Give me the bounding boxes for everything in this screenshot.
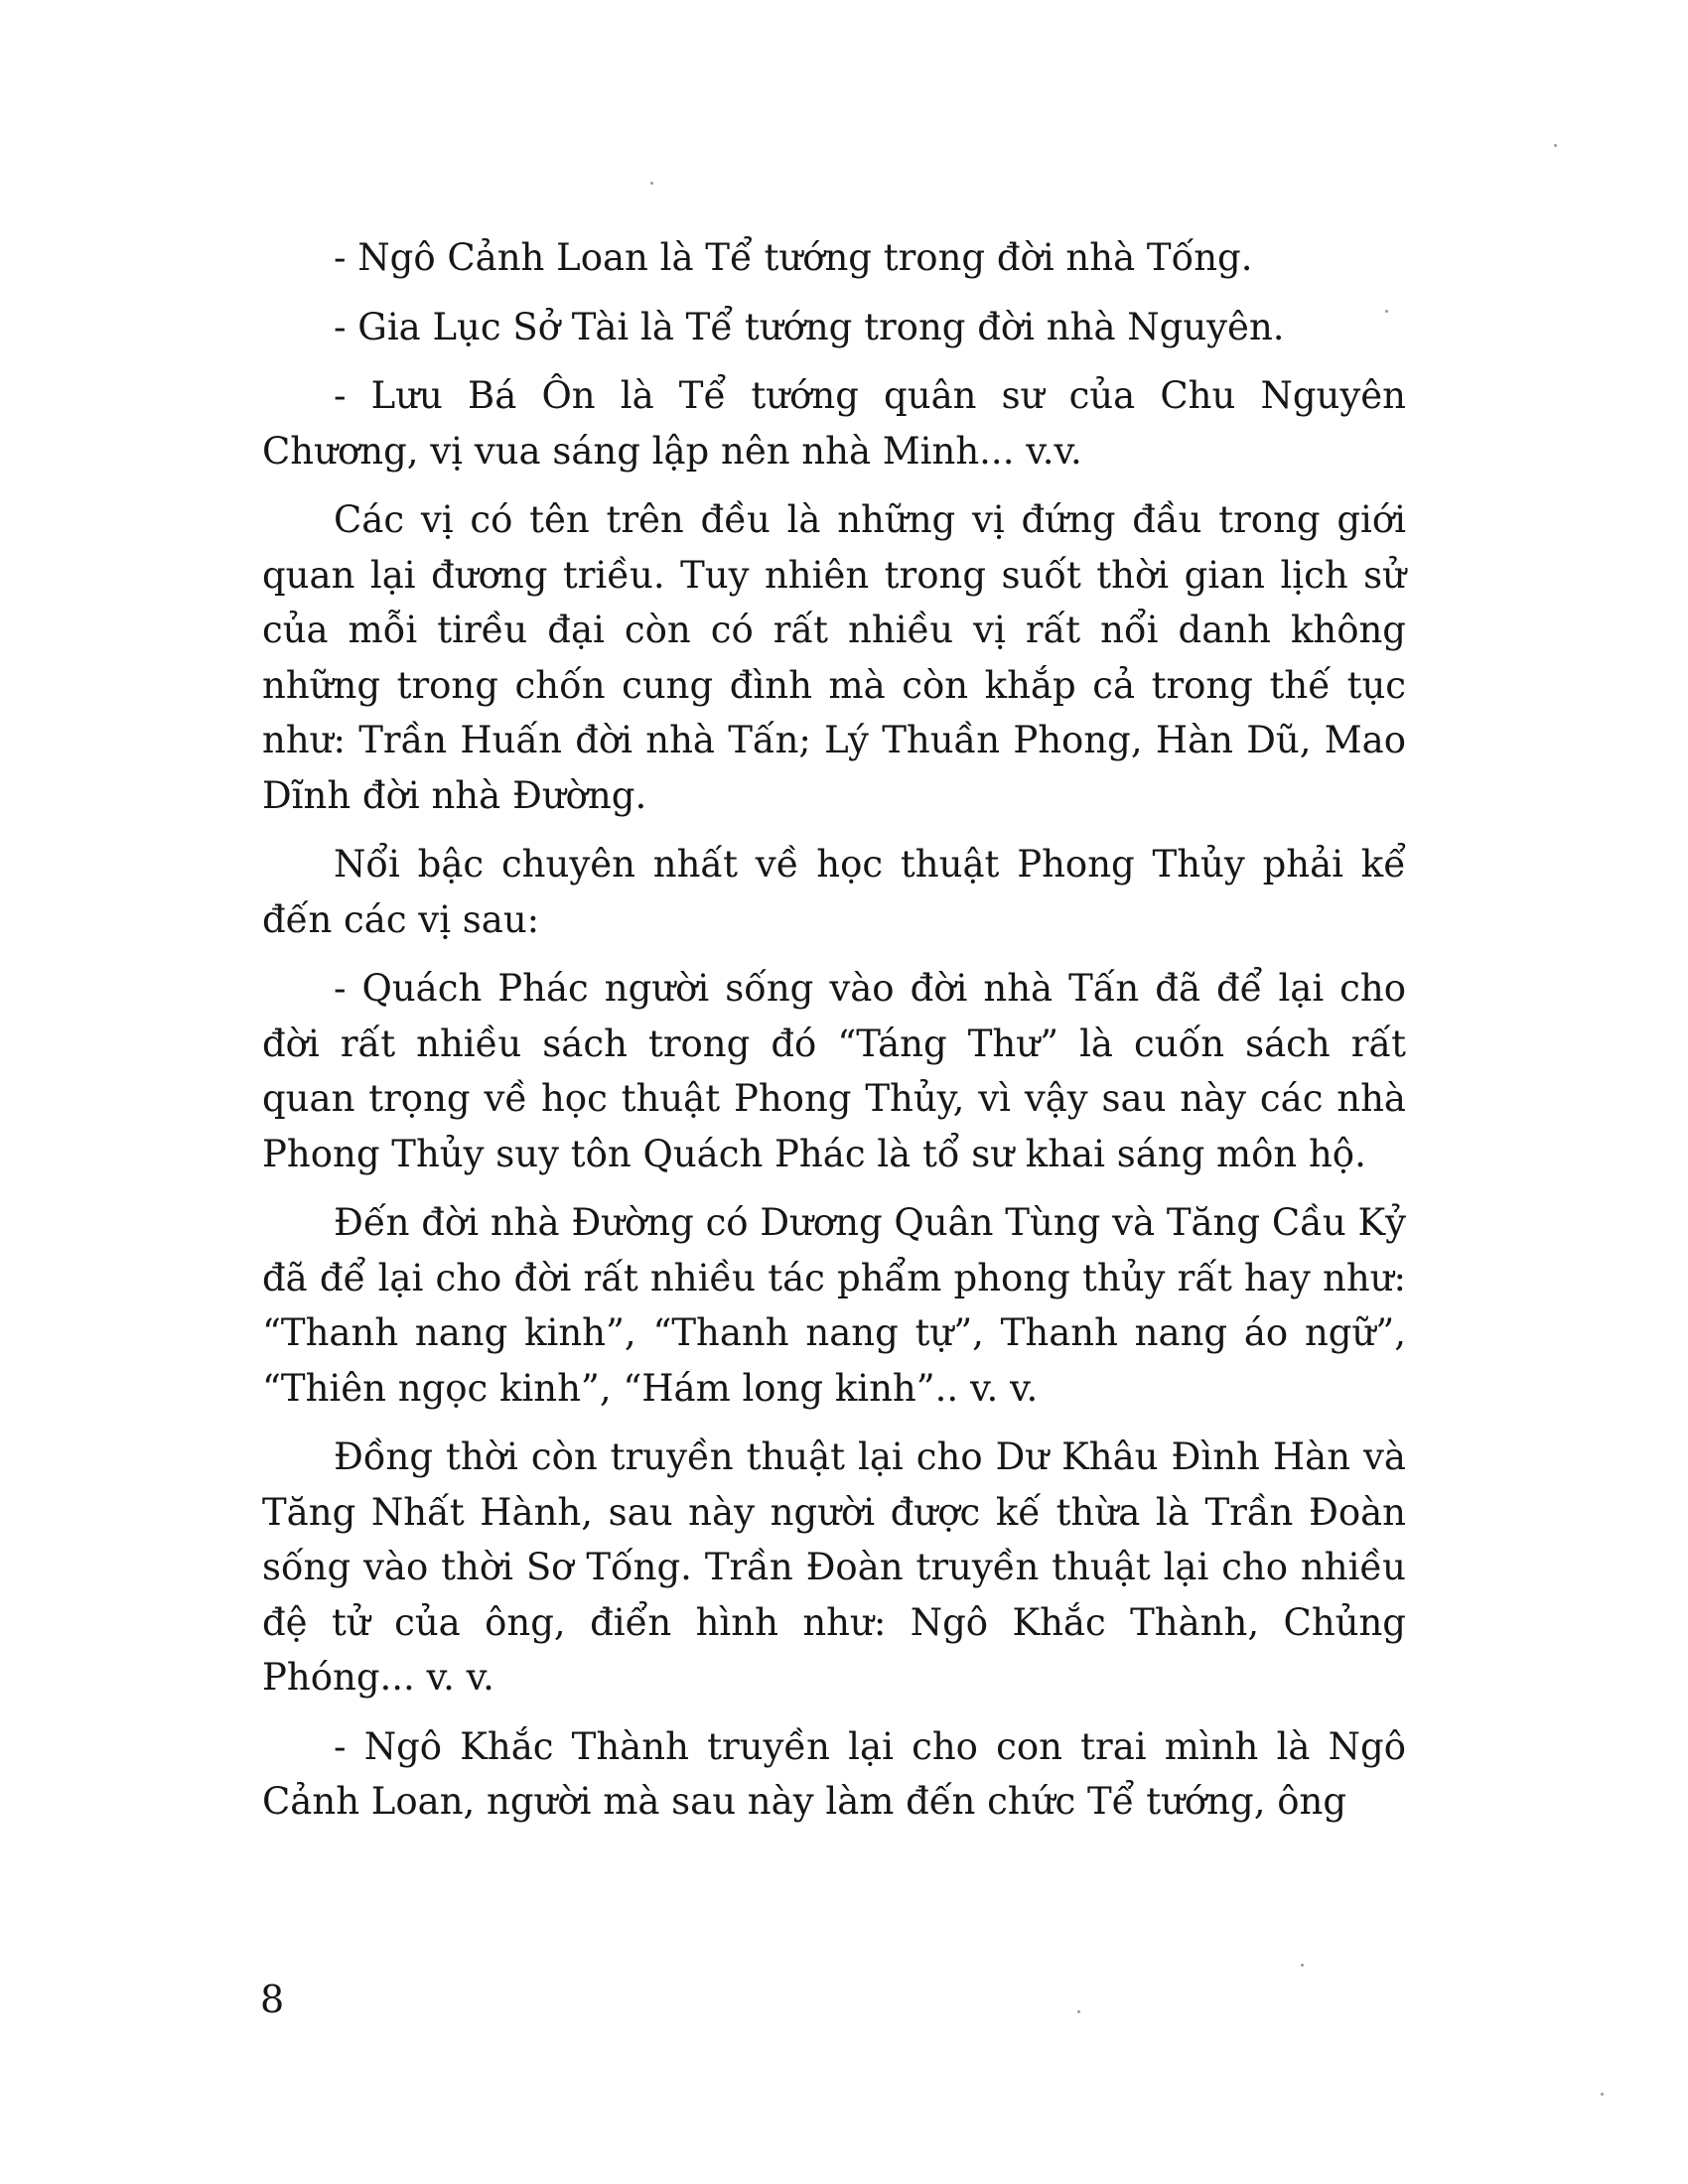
paragraph-4: Các vị có tên trên đều là những vị đứng đầu trong giới quan lại đương triều. Tuy nhiên trong suốt thời gian lịch sử của mỗi tirều đại còn có rất nhiều vị rất nổi danh không những trong chốn cung đình mà còn khắp cả trong thế tục như: Trần Huấn đời nhà Tấn; Lý Thuần Phong, Hàn Dũ, Mao Dĩnh đời nhà Đường. xyxy=(262,498,1406,817)
paragraph-5: Nổi bậc chuyên nhất về học thuật Phong Thủy phải kể đến các vị sau: xyxy=(262,843,1406,941)
scan-speck xyxy=(1554,144,1557,147)
paragraph-2: - Gia Lục Sở Tài là Tể tướng trong đời nhà Nguyên. xyxy=(334,305,1285,348)
paragraph-9: - Ngô Khắc Thành truyền lại cho con trai mình là Ngô Cảnh Loan, người mà sau này làm đến chức Tể tướng, ông xyxy=(262,1724,1406,1823)
scan-speck xyxy=(1077,2010,1080,2013)
body-text xyxy=(262,230,1406,1843)
paragraph-7: Đến đời nhà Đường có Dương Quân Tùng và Tăng Cầu Kỷ đã để lại cho đời rất nhiều tác phẩm phong thủy rất hay như: “Thanh nang kinh”, “Thanh nang tự”, Thanh nang áo ngữ”, “Thiên ngọc kinh”, “Hám long kinh”.. v. v. xyxy=(262,1201,1406,1410)
paragraph-1: - Ngô Cảnh Loan là Tể tướng trong đời nhà Tống. xyxy=(334,236,1253,279)
scan-speck xyxy=(1385,310,1388,313)
scan-speck xyxy=(1301,1964,1304,1967)
scan-speck xyxy=(1601,2093,1604,2096)
paragraph-8: Đồng thời còn truyền thuật lại cho Dư Khâu Đình Hàn và Tăng Nhất Hành, sau này người được kế thừa là Trần Đoàn sống vào thời Sơ Tống. Trần Đoàn truyền thuật lại cho nhiều đệ tử của ông, điển hình như: Ngô Khắc Thành, Chủng Phóng... v. v. xyxy=(262,1435,1406,1699)
paragraph-3: - Lưu Bá Ôn là Tể tướng quân sư của Chu Nguyên Chương, vị vua sáng lập nên nhà Minh... v.v. xyxy=(262,374,1406,473)
scan-speck xyxy=(650,182,653,185)
page-number: 8 xyxy=(260,1978,285,2021)
paragraph-6: - Quách Phác người sống vào đời nhà Tấn đã để lại cho đời rất nhiều sách trong đó “Táng Thư” là cuốn sách rất quan trọng về học thuật Phong Thủy, vì vậy sau này các nhà Phong Thủy suy tôn Quách Phác là tổ sư khai sáng môn hộ. xyxy=(262,967,1406,1175)
